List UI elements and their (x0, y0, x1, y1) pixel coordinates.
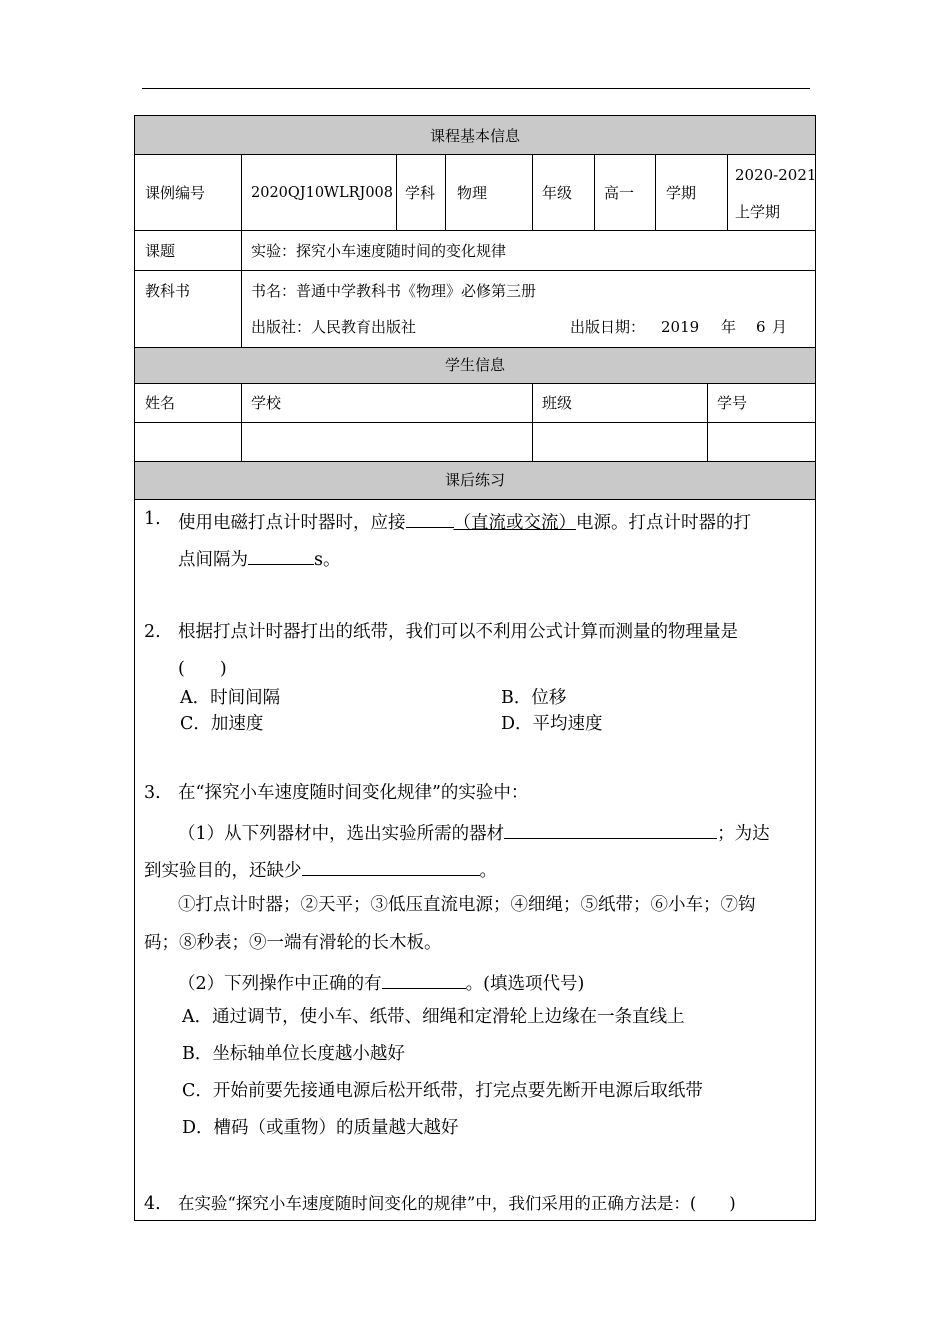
term-value-line1: 2020-2021 (735, 166, 817, 184)
q4-number: 4. (144, 1194, 161, 1214)
school-label: 学校 (251, 394, 282, 412)
q2-number: 2. (144, 622, 161, 642)
q1-blank-fill: （直流或交流） (453, 513, 576, 533)
course-info-header: 课程基本信息 (429, 127, 520, 145)
course-form (134, 115, 816, 1221)
school-field[interactable] (242, 423, 531, 460)
q1-line1 (178, 507, 751, 535)
subject-label: 学科 (405, 184, 436, 202)
q3-number: 3. (144, 783, 161, 803)
q1-line2 (178, 544, 340, 572)
grade-value: 高一 (604, 184, 635, 202)
subject-value: 物理 (457, 184, 488, 202)
header-rule (142, 88, 810, 89)
pub-year: 2019 (661, 318, 700, 336)
q4-text: 在实验“探究小车速度随时间变化的规律”中，我们采用的正确方法是：( ) (178, 1194, 736, 1213)
q3-p2-text-a: （2）下列操作中正确的有 (178, 974, 382, 994)
q2-option-b[interactable]: B．位移 (501, 688, 567, 708)
class-field[interactable] (533, 423, 706, 460)
q2-option-d[interactable]: D．平均速度 (501, 714, 603, 734)
q2-option-a[interactable]: A．时间间隔 (180, 688, 281, 708)
q3-p1-text-a: （1）从下列器材中，选出实验所需的器材 (178, 824, 505, 844)
q3-option-a[interactable]: A．通过调节，使小车、纸带、细绳和定滑轮上边缘在一条直线上 (182, 1007, 685, 1027)
q3-part1-line1 (178, 818, 770, 846)
topic-value: 实验：探究小车速度随时间的变化规律 (251, 242, 507, 260)
q3-p1-text-b: ；为达 (717, 824, 770, 844)
case-no-value: 2020QJ10WLRJ008 (251, 185, 393, 201)
q3-option-c[interactable]: C．开始前要先接通电源后松开纸带，打完点要先断开电源后取纸带 (182, 1081, 703, 1101)
q1-blank-1[interactable] (406, 507, 454, 528)
textbook-label: 教科书 (145, 282, 191, 300)
topic-label: 课题 (145, 242, 176, 260)
q3-blank-equipment[interactable] (504, 818, 717, 839)
q1-text-b: 电源。打点计时器的打 (576, 513, 751, 533)
q2-option-c[interactable]: C．加速度 (180, 714, 264, 734)
case-no-label: 课例编号 (145, 184, 206, 202)
exercises-header: 课后练习 (444, 471, 505, 489)
q3-blank-operations[interactable] (382, 968, 466, 989)
q3-blank-missing[interactable] (302, 855, 480, 876)
term-value-line2: 上学期 (735, 203, 781, 221)
id-field[interactable] (708, 423, 814, 460)
pub-month: 6 (756, 318, 766, 336)
q3-p1-text-d: 。 (479, 861, 497, 881)
q2-text: 根据打点计时器打出的纸带，我们可以不利用公式计算而测量的物理量是 (178, 622, 738, 642)
publisher: 出版社：人民教育出版社 (251, 318, 417, 336)
grade-label: 年级 (542, 184, 573, 202)
q1-text-c: 点间隔为 (178, 550, 248, 570)
q3-text: 在“探究小车速度随时间变化规律”的实验中： (178, 783, 529, 803)
q3-option-d[interactable]: D．槽码（或重物）的质量越大越好 (182, 1118, 459, 1138)
book-name: 书名：普通中学教科书《物理》必修第三册 (251, 282, 537, 300)
name-label: 姓名 (145, 394, 176, 412)
pub-date-label: 出版日期： (570, 318, 646, 336)
q3-part1-line2 (144, 855, 497, 883)
q2-paren: ( ) (178, 659, 227, 679)
q3-items-line2: 码；⑧秒表；⑨一端有滑轮的长木板。 (144, 933, 442, 953)
name-field[interactable] (136, 423, 240, 460)
class-label: 班级 (542, 394, 573, 412)
year-unit: 年 (721, 318, 737, 336)
q1-number: 1. (144, 509, 161, 529)
q1-text-a: 使用电磁打点计时器时，应接 (178, 513, 406, 533)
q3-option-b[interactable]: B．坐标轴单位长度越小越好 (182, 1044, 405, 1064)
q3-p1-text-c: 到实验目的，还缺少 (144, 861, 302, 881)
month-unit: 月 (772, 318, 788, 336)
id-label: 学号 (717, 394, 748, 412)
q1-text-d: s。 (314, 550, 341, 570)
q3-part2 (178, 968, 584, 996)
student-info-header: 学生信息 (444, 356, 505, 374)
q3-p2-text-b: 。(填选项代号) (465, 974, 585, 994)
q1-blank-2[interactable] (248, 544, 314, 565)
term-label: 学期 (666, 184, 697, 202)
q3-items-line1: ①打点计时器；②天平；③低压直流电源；④细绳；⑤纸带；⑥小车；⑦钩 (178, 895, 756, 915)
